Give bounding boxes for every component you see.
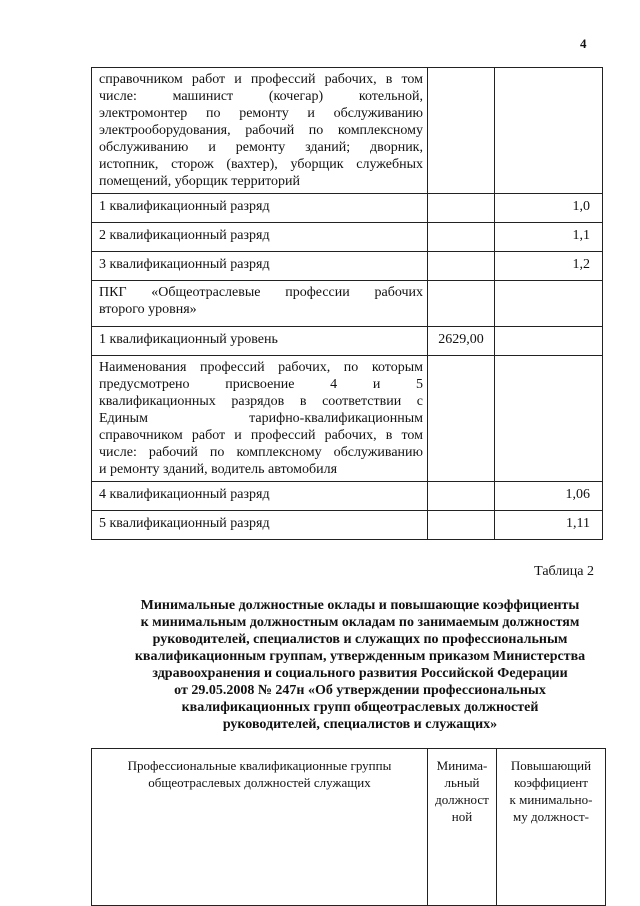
header-cell-groups <box>92 749 428 906</box>
title-line: квалификационным группам, утвержденным приказом Министерства <box>134 649 586 664</box>
table-row <box>92 252 603 281</box>
coefficient-cell: 1,0 <box>495 194 603 223</box>
description-line: предусмотрено присвоение 4 и 5 <box>99 377 423 392</box>
header-line: общеотраслевых должностей служащих <box>148 775 371 790</box>
title-line: руководителей, специалистов и служащих» <box>222 717 498 732</box>
title-line: квалификационных групп общеотраслевых должностей <box>181 700 539 715</box>
description-line: обслуживанию и ремонту зданий; дворник, <box>99 140 423 155</box>
table-row <box>92 511 603 540</box>
coefficient-cell <box>495 281 603 327</box>
salary-table-2 <box>91 748 606 906</box>
description-line: истопник, сторож (вахтер), уборщик служебных <box>99 157 423 172</box>
table-row <box>92 194 603 223</box>
title-line: к минимальным должностным окладам по занимаемым должностям <box>140 615 580 630</box>
coefficient-cell <box>495 356 603 482</box>
salary-cell <box>428 68 495 194</box>
salary-cell <box>428 281 495 327</box>
header-line: коэффициент <box>514 775 588 790</box>
header-line: должност <box>435 792 489 807</box>
table-header-row <box>92 749 606 906</box>
coefficient-cell <box>495 327 603 356</box>
table-row <box>92 223 603 252</box>
header-cell-min-salary <box>428 749 497 906</box>
header-line: му должност- <box>513 809 589 824</box>
level-label-cell: 1 квалификационный уровень <box>92 327 428 356</box>
description-line: квалификационных разрядов в соответствии с <box>99 394 423 409</box>
salary-cell: 2629,00 <box>428 327 495 356</box>
grade-label-cell: 4 квалификационный разряд <box>92 482 428 511</box>
header-cell-coefficient <box>497 749 606 906</box>
header-line: Профессиональные квалификационные группы <box>127 758 392 773</box>
description-line: электромонтер по ремонту и обслуживанию <box>99 106 423 121</box>
header-line: Минима- <box>436 758 488 773</box>
profession-description-cell <box>92 356 428 482</box>
coefficient-cell: 1,2 <box>495 252 603 281</box>
salary-table-1 <box>91 67 603 540</box>
description-line: и ремонту зданий, водитель автомобиля <box>99 462 338 477</box>
description-line: ПКГ «Общеотраслевые профессии рабочих <box>99 285 423 300</box>
table-row <box>92 356 603 482</box>
table-caption: Таблица 2 <box>534 564 594 579</box>
table-title <box>80 597 640 733</box>
description-line: помещений, уборщик территорий <box>99 174 301 189</box>
page-number: 4 <box>580 36 587 51</box>
coefficient-cell: 1,1 <box>495 223 603 252</box>
description-line: справочником работ и профессий рабочих, в том <box>99 428 423 443</box>
salary-cell <box>428 223 495 252</box>
salary-cell <box>428 194 495 223</box>
description-line: числе: рабочий по комплексному обслуживанию <box>99 445 423 460</box>
salary-cell <box>428 252 495 281</box>
profession-description-cell <box>92 68 428 194</box>
header-line: ной <box>451 809 473 824</box>
coefficient-cell: 1,11 <box>495 511 603 540</box>
coefficient-cell: 1,06 <box>495 482 603 511</box>
header-line: Повышающий <box>510 758 592 773</box>
table-row <box>92 327 603 356</box>
salary-cell <box>428 356 495 482</box>
grade-label-cell: 2 квалификационный разряд <box>92 223 428 252</box>
description-line: числе: машинист (кочегар) котельной, <box>99 89 423 104</box>
table-row <box>92 68 603 194</box>
table-row <box>92 482 603 511</box>
grade-label-cell: 1 квалификационный разряд <box>92 194 428 223</box>
description-line: второго уровня» <box>99 302 197 317</box>
group-header-cell <box>92 281 428 327</box>
description-line: Наименования профессий рабочих, по которым <box>99 360 423 375</box>
title-line: руководителей, специалистов и служащих по профессиональным <box>152 632 568 647</box>
salary-cell <box>428 482 495 511</box>
header-line: к минимально- <box>509 792 593 807</box>
coefficient-cell <box>495 68 603 194</box>
description-line: электрооборудования, рабочий по комплексному <box>99 123 423 138</box>
description-line: Единым тарифно-квалификационным <box>99 411 423 426</box>
header-line: льный <box>444 775 480 790</box>
grade-label-cell: 5 квалификационный разряд <box>92 511 428 540</box>
title-line: Минимальные должностные оклады и повышающие коэффициенты <box>140 598 580 613</box>
description-line: справочником работ и профессий рабочих, в том <box>99 72 423 87</box>
title-line: здравоохранения и социального развития Российской Федерации <box>152 666 568 681</box>
grade-label-cell: 3 квалификационный разряд <box>92 252 428 281</box>
salary-cell <box>428 511 495 540</box>
title-line: от 29.05.2008 № 247н «Об утверждении профессиональных <box>174 683 546 698</box>
table-row <box>92 281 603 327</box>
